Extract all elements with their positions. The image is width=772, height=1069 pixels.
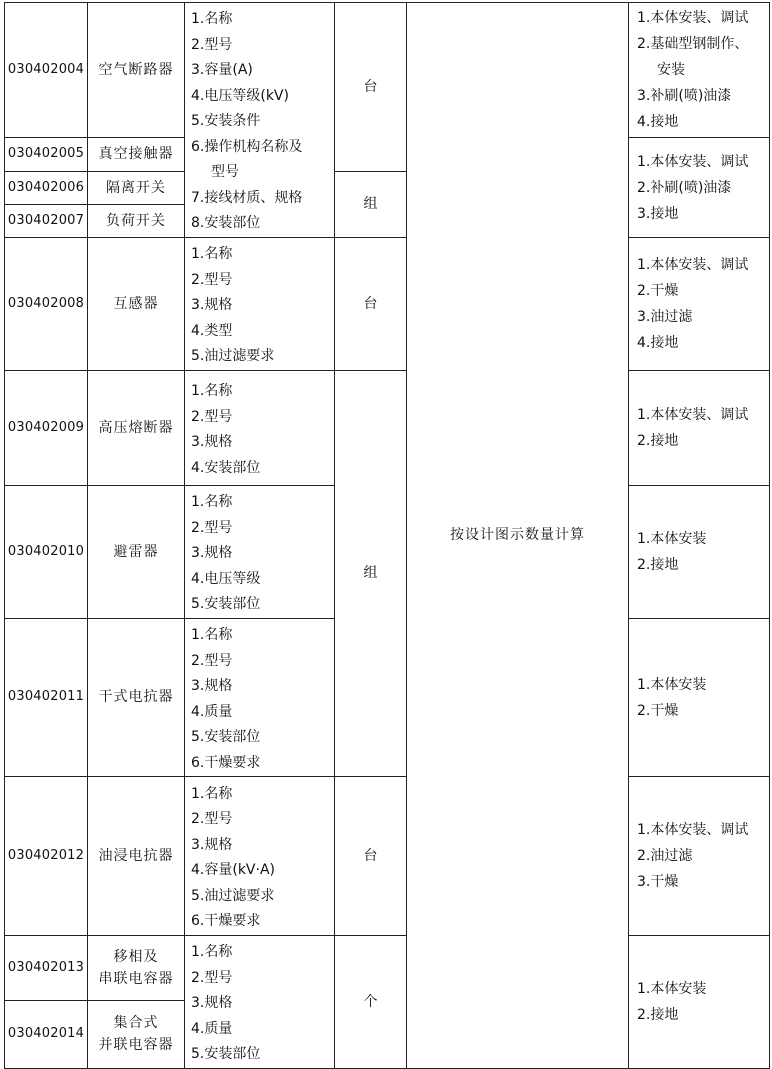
item-name-line: 并联电容器 [98, 1037, 174, 1054]
list-item: 2.补刷(喷)油漆 [637, 179, 732, 196]
list-item: 4.类型 [191, 322, 233, 339]
feature-cell [185, 619, 335, 777]
item-code: 030402007 [5, 205, 88, 238]
item-code: 030402012 [5, 777, 88, 936]
list-item: 5.安装部位 [191, 729, 261, 745]
item-name: 真空接触器 [88, 138, 185, 172]
item-code: 030402011 [5, 619, 88, 777]
list-item: 4.容量(kV·A) [191, 862, 275, 878]
list-item: 1.名称 [191, 785, 233, 802]
list-item: 4.安装部位 [191, 459, 261, 476]
list-item: 3.规格 [191, 545, 233, 562]
list-item: 2.型号 [191, 811, 233, 827]
feature-list [185, 619, 334, 776]
list-item: 4.电压等级 [191, 570, 261, 587]
item-code: 030402008 [5, 238, 88, 371]
table-row [5, 3, 770, 138]
list-item: 1.本体安装、调试 [637, 10, 749, 26]
list-item: 2.型号 [191, 36, 233, 53]
list-item: 2.干燥 [637, 283, 679, 299]
list-item: 型号 [211, 164, 239, 181]
list-item: 4.接地 [637, 114, 679, 130]
item-code: 030402010 [5, 486, 88, 619]
list-item: 安装 [657, 62, 685, 78]
list-item: 4.接地 [637, 335, 679, 351]
feature-cell [185, 238, 335, 371]
table-row [5, 777, 770, 936]
item-name: 油浸电抗器 [88, 777, 185, 936]
list-item: 6.干燥要求 [191, 754, 261, 771]
item-name-line: 串联电容器 [98, 971, 174, 988]
feature-cell [185, 371, 335, 486]
feature-cell [185, 777, 335, 936]
list-item: 3.规格 [191, 836, 233, 853]
feature-cell [185, 3, 335, 238]
list-item: 2.型号 [191, 969, 233, 986]
item-name: 隔离开关 [88, 172, 185, 205]
item-code: 030402014 [5, 1001, 88, 1068]
list-item: 1.名称 [191, 627, 233, 643]
list-item: 3.规格 [191, 995, 233, 1011]
list-item: 1.本体安装 [637, 980, 707, 997]
item-name: 空气断路器 [88, 3, 185, 138]
work-list [629, 252, 769, 356]
feature-list [185, 778, 334, 935]
work-list [629, 149, 769, 227]
item-name [88, 936, 185, 1001]
work-content-cell [629, 777, 770, 936]
unit-cell: 台 [335, 777, 407, 936]
list-item: 4.电压等级(kV) [191, 87, 289, 104]
unit-cell: 台 [335, 238, 407, 371]
table-row [5, 238, 770, 371]
list-item: 2.型号 [191, 652, 233, 669]
list-item: 2.接地 [637, 433, 679, 449]
list-item: 3.干燥 [637, 874, 679, 890]
feature-list [185, 936, 334, 1068]
calculation-rule: 按设计图示数量计算 [407, 3, 629, 1069]
work-content-cell [629, 936, 770, 1069]
feature-list [185, 486, 334, 618]
work-list [629, 526, 769, 578]
feature-cell [185, 936, 335, 1069]
list-item: 1.名称 [191, 494, 233, 511]
list-item: 3.规格 [191, 434, 233, 450]
list-item: 2.基础型钢制作、 [637, 36, 749, 52]
feature-list [185, 238, 334, 370]
item-name: 高压熔断器 [88, 371, 185, 486]
item-name: 互感器 [88, 238, 185, 371]
list-item: 5.油过滤要求 [191, 348, 275, 365]
list-item: 4.质量 [191, 1020, 233, 1037]
list-item: 3.油过滤 [637, 309, 693, 325]
list-item: 1.本体安装 [637, 531, 707, 547]
table-row [5, 936, 770, 1001]
list-item: 1.本体安装、调试 [637, 822, 749, 838]
work-list [629, 976, 769, 1028]
list-item: 3.容量(A) [191, 62, 253, 79]
work-list [629, 817, 769, 895]
list-item: 7.接线材质、规格 [191, 189, 303, 206]
list-item: 2.接地 [637, 1006, 679, 1023]
specification-table [4, 2, 770, 1069]
feature-cell [185, 486, 335, 619]
list-item: 1.本体安装、调试 [637, 407, 749, 423]
list-item: 5.安装部位 [191, 596, 261, 613]
work-content-cell [629, 138, 770, 238]
list-item: 1.名称 [191, 944, 233, 960]
list-item: 1.本体安装、调试 [637, 257, 749, 273]
work-content-cell [629, 238, 770, 371]
list-item: 6.操作机构名称及 [191, 138, 303, 155]
item-name: 负荷开关 [88, 205, 185, 238]
list-item: 1.本体安装、调试 [637, 153, 749, 170]
work-content-cell [629, 619, 770, 777]
unit-cell: 台 [335, 3, 407, 172]
unit-cell: 组 [335, 371, 407, 777]
unit-cell: 组 [335, 172, 407, 238]
list-item: 5.安装条件 [191, 113, 261, 130]
work-list [629, 5, 769, 135]
list-item: 1.名称 [191, 11, 233, 28]
list-item: 3.补刷(喷)油漆 [637, 88, 732, 104]
list-item: 4.质量 [191, 703, 233, 720]
list-item: 8.安装部位 [191, 215, 261, 232]
list-item: 1.本体安装 [637, 676, 707, 693]
list-item: 2.型号 [191, 519, 233, 536]
list-item: 3.规格 [191, 678, 233, 694]
work-content-cell [629, 3, 770, 138]
list-item: 3.接地 [637, 205, 679, 222]
list-item: 2.油过滤 [637, 848, 693, 864]
list-item: 2.型号 [191, 271, 233, 288]
table-row [5, 371, 770, 486]
feature-list [185, 3, 334, 237]
item-code: 030402004 [5, 3, 88, 138]
item-name: 干式电抗器 [88, 619, 185, 777]
list-item: 1.名称 [191, 246, 233, 263]
feature-list [185, 375, 334, 481]
list-item: 5.油过滤要求 [191, 887, 275, 904]
item-name: 避雷器 [88, 486, 185, 619]
item-code: 030402005 [5, 138, 88, 172]
item-name [88, 1001, 185, 1068]
list-item: 1.名称 [191, 383, 233, 399]
item-code: 030402006 [5, 172, 88, 205]
list-item: 2.接地 [637, 557, 679, 573]
list-item: 2.型号 [191, 408, 233, 425]
item-name-line: 集合式 [113, 1014, 159, 1031]
work-content-cell [629, 371, 770, 486]
list-item: 6.干燥要求 [191, 913, 261, 929]
list-item: 5.安装部位 [191, 1046, 261, 1062]
list-item: 2.干燥 [637, 702, 679, 719]
unit-cell: 个 [335, 936, 407, 1069]
item-code: 030402013 [5, 936, 88, 1001]
item-name-line: 移相及 [113, 948, 159, 965]
work-list [629, 672, 769, 724]
work-content-cell [629, 486, 770, 619]
work-list [629, 402, 769, 454]
item-code: 030402009 [5, 371, 88, 486]
list-item: 3.规格 [191, 297, 233, 314]
